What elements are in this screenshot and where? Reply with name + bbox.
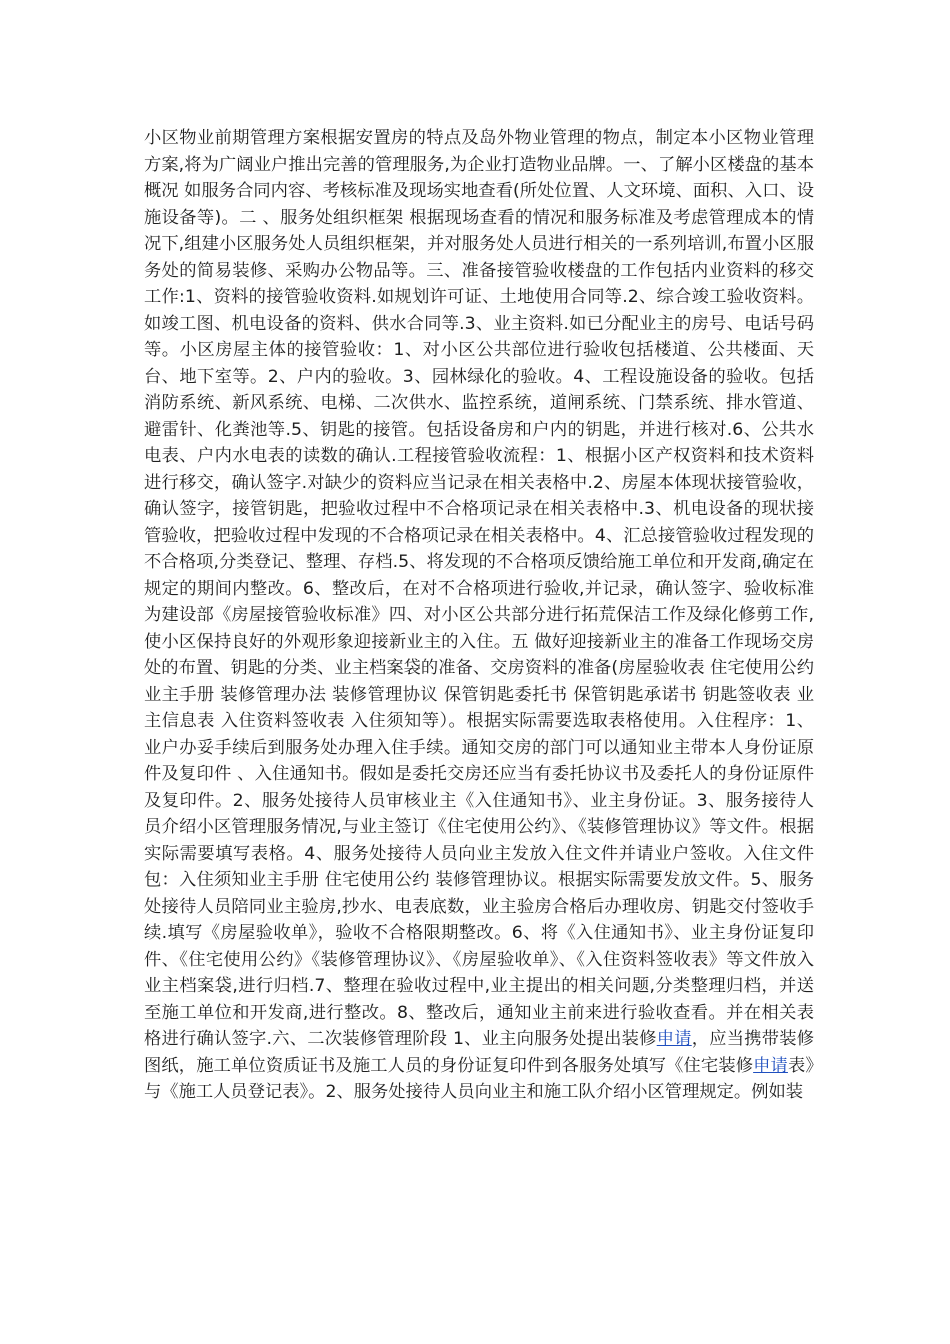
apply-link-2[interactable]: 申请 bbox=[753, 1055, 788, 1076]
body-text-segment-1: 小区物业前期管理方案根据安置房的特点及岛外物业管理的物点，制定本小区物业管理方案,将为广阔业户推出完善的管理服务,为企业打造物业品牌。一、了解小区楼盘的基本概况 如服务合同内容、考核标准及现场实地查看(所处位置、人文环境、面积、入口、设施设备等)。二 、服务处组织框架 根据现场查看的情况和服务标准及考虑管理成本的情况下,组建小区服务处人员组织框架，并对服务处人员进行相关的一系列培训,布置小区服务处的简易装修、采购办公物品等。三、准备接管验收楼盘的工作包括内业资料的移交工作:1、资料的接管验收资料.如规划许可证、土地使用合同等.2、综合竣工验收资料。如竣工图、机电设备的资料、供水合同等.3、业主资料.如已分配业主的房号、电话号码等。小区房屋主体的接管验收：1、对小区公共部位进行验收包括楼道、公共楼面、天台、地下室等。2、户内的验收。3、园林绿化的验收。4、工程设施设备的验收。包括消防系统、新风系统、电梯、二次供水、监控系统，道闸系统、门禁系统、排水管道、避雷针、化粪池等.5、钥匙的接管。包括设备房和户内的钥匙，并进行核对.6、公共水电表、户内水电表的读数的确认.工程接管验收流程：1、根据小区产权资料和技术资料进行移交，确认签字.对缺少的资料应当记录在相关表格中.2、房屋本体现状接管验收，确认签字，接管钥匙，把验收过程中不合格项记录在相关表格中.3、机电设备的现状接管验收，把验收过程中发现的不合格项记录在相关表格中。4、汇总接管验收过程发现的不合格项,分类登记、整理、存档.5、将发现的不合格项反馈给施工单位和开发商,确定在规定的期间内整改。6、整改后，在对不合格项进行验收,并记录，确认签字、验收标准为建设部《房屋接管验收标准》四、对小区公共部分进行拓荒保洁工作及绿化修剪工作,使小区保持良好的外观形象迎接新业主的入住。五 做好迎接新业主的准备工作现场交房处的布置、钥匙的分类、业主档案袋的准备、交房资料的准备(房屋验收表 住宅使用公约 业主手册 装修管理办法 装修管理协议 保管钥匙委托书 保管钥匙承诺书 钥匙签收表 业主信息表 入住资料签收表 入住须知等）。根据实际需要选取表格使用。入住程序：1、业户办妥手续后到服务处办理入住手续。通知交房的部门可以通知业主带本人身份证原件及复印件 、入住通知书。假如是委托交房还应当有委托协议书及委托人的身份证原件及复印件。2、服务处接待人员审核业主《入住通知书》、业主身份证。3、服务接待人员介绍小区管理服务情况,与业主签订《住宅使用公约》、《装修管理协议》等文件。根据实际需要填写表格。4、服务处接待人员向业主发放入住文件并请业户签收。入住文件包：入住须知业主手册 住宅使用公约 装修管理协议。根据实际需要发放文件。5、服务处接待人员陪同业主验房,抄水、电表底数，业主验房合格后办理收房、钥匙交付签收手续.填写《房屋验收单》，验收不合格限期整改。6、将《入住通知书》、业主身份证复印件、《住宅使用公约》《装修管理协议》、《房屋验收单》、《入住资料签收表》等文件放入业主档案袋,进行归档.7、整理在验收过程中,业主提出的相关问题,分类整理归档，并送至施工单位和开发商,进行整改。8、整改后，通知业主前来进行验收查看。并在相关表格进行确认签字.六、二次装修管理阶段 1、业主向服务处提出装修 bbox=[144, 128, 814, 1049]
document-body-text bbox=[144, 125, 814, 1106]
body-text-segment-2: ，应当携带装修图纸，施工单位资质证书及施工人员的身份证复印件到各服务处填写《住宅装修 bbox=[144, 1029, 814, 1076]
apply-link-1[interactable]: 申请 bbox=[656, 1029, 692, 1049]
body-text-segment-3: 表》与《施工人员登记表》。2、服务处接待人员向业主和施工队介绍小区管理规定。例如装 bbox=[144, 1055, 814, 1102]
